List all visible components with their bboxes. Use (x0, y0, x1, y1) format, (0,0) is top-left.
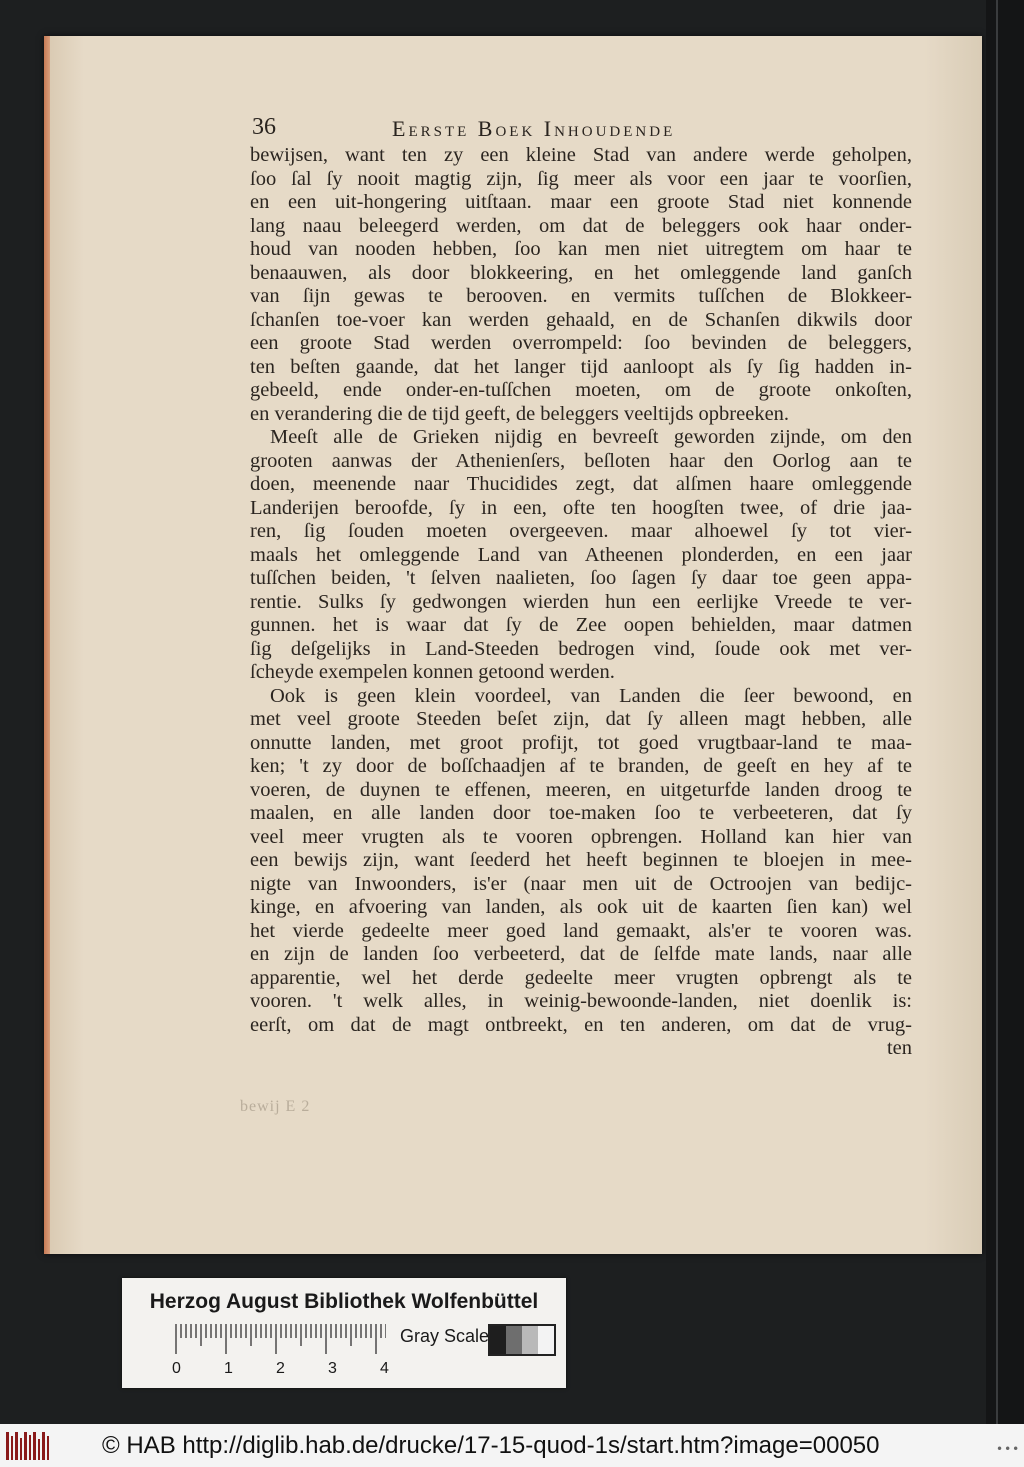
text-line: Landerijen beroofde, ſy in een, ofte ten hoogſten twee, of drie jaa- (250, 496, 912, 519)
text-line: doen, meenende naar Thucidides zegt, dat alſmen haare omleggende (250, 473, 912, 495)
text-line: veel meer vrugten als te vooren opbrengen. Holland kan hier van (250, 825, 912, 848)
next-page-edge (986, 0, 1024, 1424)
ruler-label-4: 4 (380, 1360, 389, 1377)
text-line: een groote Stad werden overrompeld: ſoo bevinden de beleggers, (250, 332, 912, 354)
swatch-light-gray (522, 1326, 538, 1354)
text-line: benaauwen, als door blokkeering, en het omleggende land ganſch (250, 261, 912, 284)
text-line: apparentie, wel het derde gedeelte meer vrugten opbrengt als te (250, 966, 912, 989)
text-line: ſoo ſal ſy nooit magtig zijn, ſig meer als voor een jaar te voorſien, (250, 167, 912, 190)
catchword: ten (886, 1037, 912, 1059)
bleed-through-text: bewij E 2 (240, 1098, 311, 1115)
text-line: ten beſten gaande, dat het langer tijd aanloopt als ſy ſig hadden in- (250, 355, 912, 378)
text-line: ken; 't zy door de boſſchaadjen af te branden, de geeſt en hey af te (250, 755, 912, 777)
text-line: bewijsen, want ten zy een kleine Stad van andere werde geholpen, (250, 144, 912, 166)
text-line: nigte van Inwoonders, is'er (naar men uit de Octroojen van bedijc- (250, 872, 912, 895)
text-line: en verandering die de tijd geeft, de beleggers veeltijds opbreeken. (250, 402, 790, 425)
text-line: het vierde gedeelte meer goed land gemaakt, als'er te vooren was. (250, 919, 912, 942)
text-line: ſcheyde exempelen konnen getoond werden. (250, 661, 615, 683)
text-line: lang naau beleegerd werden, om dat de beleggers ook haar onder- (250, 214, 912, 237)
text-line: tuſſchen beiden, 't ſelven naalieten, ſoo ſagen ſy daar toe geen appa- (250, 567, 912, 589)
text-line: ſchanſen toe-voer kan werden gehaald, en de Schanſen dikwils door (250, 308, 912, 331)
swatch-white (538, 1326, 554, 1354)
text-line: met veel groote Steeden beſet zijn, dat ſy alleen magt hebben, alle (250, 708, 912, 730)
text-line: rentie. Sulks ſy gedwongen wierden hun een eerlijke Vreede te ver- (250, 590, 912, 613)
text-line: gebeeld, ende onder-en-tuſſchen moeten, om de groote onkoſten, (250, 379, 912, 401)
ruler-scale (174, 1324, 386, 1356)
text-line: Ook is geen klein voordeel, van Landen die ſeer bewoond, en (270, 684, 912, 707)
page-number: 36 (252, 114, 276, 140)
text-line: eerſt, om dat de magt ontbreekt, en ten anderen, om dat de vrug- (250, 1013, 912, 1036)
grayscale-swatch (488, 1324, 556, 1356)
swatch-dark-gray (506, 1326, 522, 1354)
text-line: kinge, en afvoering van landen, als ook uit de kaarten ſien kan) wel (250, 896, 912, 918)
binding-line (996, 0, 998, 1424)
swatch-black (490, 1326, 506, 1354)
text-line: Meeſt alle de Grieken nijdig en bevreeſt geworden zijnde, om den (270, 426, 912, 448)
library-name: Herzog August Bibliothek Wolfenbüttel (149, 1290, 539, 1313)
text-line: maalen, en alle landen door toe-maken ſoo te verbeeteren, dat ſy (250, 802, 912, 824)
text-line: ren, ſig ſouden moeten overgeeven. maar alhoewel ſy tot vier- (250, 520, 912, 542)
ruler-label-2: 2 (276, 1360, 285, 1377)
ruler-label-0: 0 (172, 1360, 181, 1377)
running-head-title: Eerste Boek Inhoudende (392, 116, 676, 141)
running-head (252, 114, 912, 144)
text-line: houd van nooden hebben, ſoo kan men niet uitregtem om haar te (250, 238, 912, 260)
footer-url-text[interactable]: © HAB http://diglib.hab.de/drucke/17-15-quod-1s/start.htm?image=00050 (102, 1432, 880, 1459)
text-line: en een uit-hongering uitſtaan. maar een groote Stad niet konnende (250, 191, 912, 213)
text-line: voeren, de duynen te effenen, meeren, en uitgeturfde landen droog te (250, 778, 912, 801)
hab-barcode-logo-icon[interactable] (6, 1430, 50, 1462)
color-scale-card (122, 1278, 566, 1388)
text-line: maals het omleggende Land van Atheenen plonderden, en een jaar (250, 543, 912, 566)
text-line: vooren. 't welk alles, in weinig-bewoonde-landen, niet doenlik is: (250, 990, 912, 1012)
body-text (250, 144, 912, 1061)
viewer-footer (0, 1424, 1024, 1467)
more-dots-icon[interactable]: ••• (996, 1442, 1021, 1456)
text-line: een bewijs zijn, want ſeederd het heeft beginnen te bloejen in mee- (250, 849, 912, 871)
page-edge (44, 36, 50, 1254)
text-line: ſig deſgelijks in Land-Steeden bedrogen vind, ſoude ook met ver- (250, 637, 912, 660)
text-line: van ſijn gewas te berooven. en vermits tuſſchen de Blokkeer- (250, 285, 912, 307)
text-line: gunnen. het is waar dat ſy de Zee oopen behielden, maar datmen (250, 614, 912, 636)
ruler-label-1: 1 (224, 1360, 233, 1377)
text-line: onnutte landen, met groot profijt, tot goed vrugtbaar-land te maa- (250, 731, 912, 754)
ruler-label-3: 3 (328, 1360, 337, 1377)
text-line: en zijn de landen ſoo verbeeterd, dat de ſelfde mate lands, naar alle (250, 943, 912, 965)
text-line: grooten aanwas der Athenienſers, beſloten haar den Oorlog aan te (250, 449, 912, 472)
grayscale-label: Gray Scale (400, 1326, 490, 1346)
